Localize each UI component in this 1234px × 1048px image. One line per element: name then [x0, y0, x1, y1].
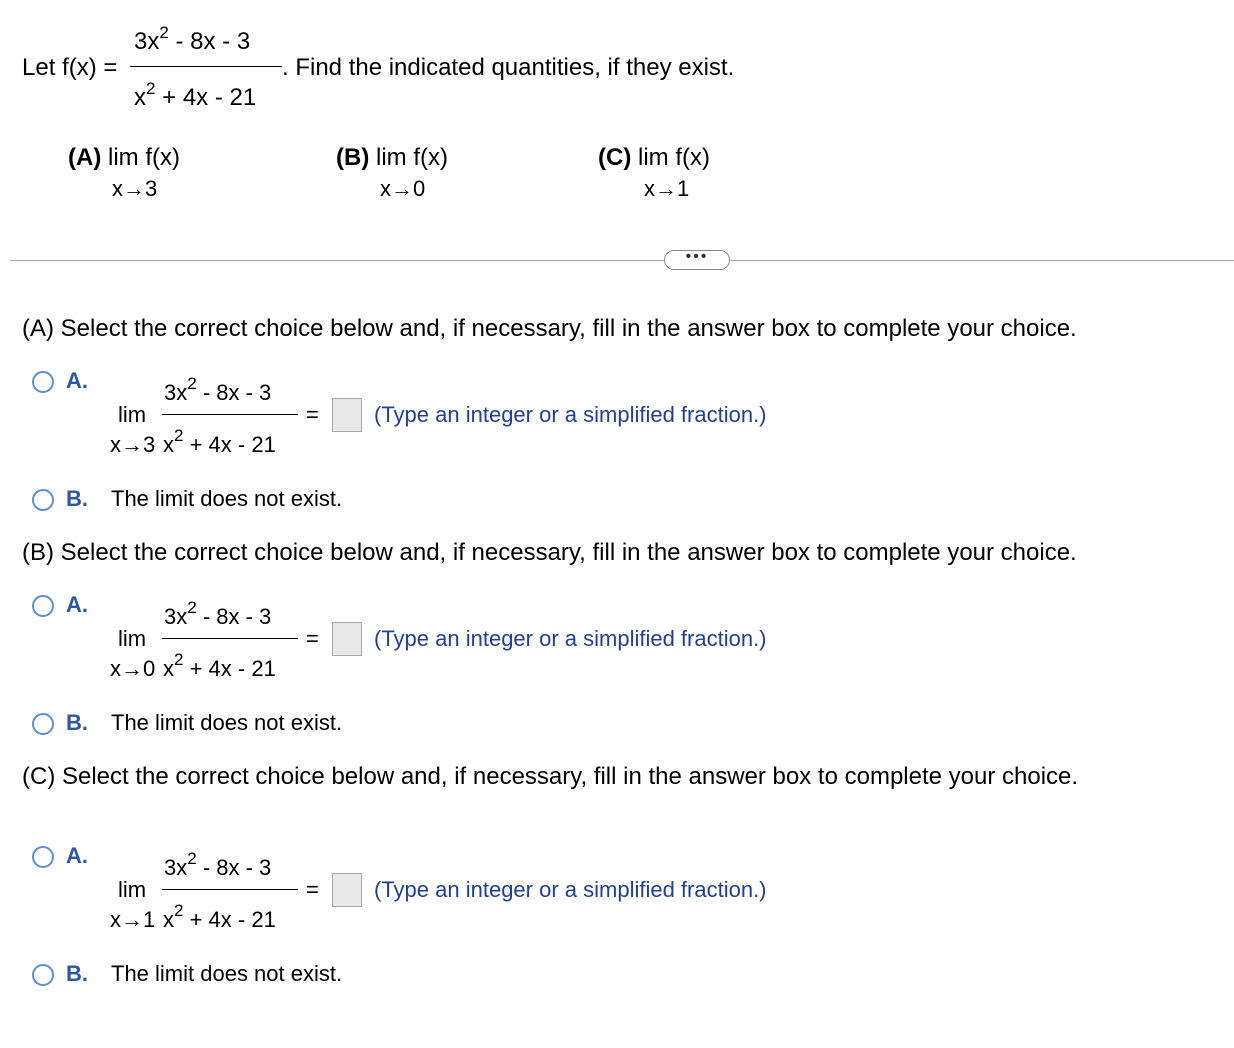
limit-fraction-bar [162, 638, 298, 639]
choice-b-radio[interactable] [32, 489, 54, 511]
part-expression: lim f(x) [376, 144, 448, 171]
equals-sign: = [306, 626, 319, 651]
choice-b-radio[interactable] [32, 964, 54, 986]
answer-input[interactable] [332, 622, 362, 656]
more-options-button[interactable]: ••• [664, 250, 730, 270]
limit-fraction-bar [162, 414, 298, 415]
choice-b-radio[interactable] [32, 713, 54, 735]
choice-a-radio[interactable] [32, 846, 54, 868]
limit-numerator: $3x^2 - 8x - 3$ [164, 374, 272, 405]
limit-numerator: $3x^2 - 8x - 3$ [164, 598, 272, 629]
part-label: (C) [598, 144, 632, 171]
choice-a-label: A. [66, 843, 88, 868]
answer-hint: (Type an integer or a simplified fraction.) [374, 877, 767, 902]
limit-approach: x→3 [110, 432, 156, 457]
choice-a-label: A. [66, 592, 88, 617]
function-denominator: $x^2 + 4x - 21$ [134, 79, 257, 111]
answer-hint: (Type an integer or a simplified fraction.) [374, 402, 767, 427]
limit-fraction-bar [162, 889, 298, 890]
equals-sign: = [306, 877, 319, 902]
part-label: (B) [336, 144, 370, 171]
limit-denominator: $x^2 + 4x - 21$ [163, 426, 276, 457]
choice-a-radio[interactable] [32, 595, 54, 617]
limit-word: lim [118, 626, 147, 651]
choice-b-text: The limit does not exist. [111, 486, 343, 511]
choice-b-label: B. [66, 961, 88, 986]
part-subscript: x→0 [380, 176, 426, 201]
part-expression: lim f(x) [108, 144, 180, 171]
function-numerator: $3x^2 - 8x - 3$ [134, 23, 251, 55]
problem-suffix: . Find the indicated quantities, if they exist. [282, 54, 735, 81]
limit-denominator: $x^2 + 4x - 21$ [163, 650, 276, 681]
part-subscript: x→1 [644, 176, 690, 201]
answer-input[interactable] [332, 873, 362, 907]
question-instruction: (C) Select the correct choice below and, if necessary, fill in the answer box to complete your choice. [22, 763, 1079, 790]
fraction-bar [130, 66, 282, 67]
problem-prefix: Let f(x) = [22, 54, 118, 81]
limit-numerator: $3x^2 - 8x - 3$ [164, 849, 272, 880]
choice-a-label: A. [66, 368, 88, 393]
limit-approach: x→0 [110, 656, 156, 681]
choice-b-label: B. [66, 486, 88, 511]
equals-sign: = [306, 402, 319, 427]
limit-word: lim [118, 877, 147, 902]
answer-hint: (Type an integer or a simplified fraction.) [374, 626, 767, 651]
answer-input[interactable] [332, 398, 362, 432]
choice-b-text: The limit does not exist. [111, 961, 343, 986]
part-label: (A) [68, 144, 102, 171]
choice-b-label: B. [66, 710, 88, 735]
limit-denominator: $x^2 + 4x - 21$ [163, 901, 276, 932]
limit-word: lim [118, 402, 147, 427]
question-instruction: (B) Select the correct choice below and, if necessary, fill in the answer box to complete your choice. [22, 539, 1077, 566]
question-instruction: (A) Select the correct choice below and, if necessary, fill in the answer box to complete your choice. [22, 315, 1077, 342]
section-divider [10, 260, 1234, 261]
limit-approach: x→1 [110, 907, 156, 932]
part-subscript: x→3 [112, 176, 158, 201]
choice-b-text: The limit does not exist. [111, 710, 343, 735]
part-expression: lim f(x) [638, 144, 710, 171]
choice-a-radio[interactable] [32, 371, 54, 393]
